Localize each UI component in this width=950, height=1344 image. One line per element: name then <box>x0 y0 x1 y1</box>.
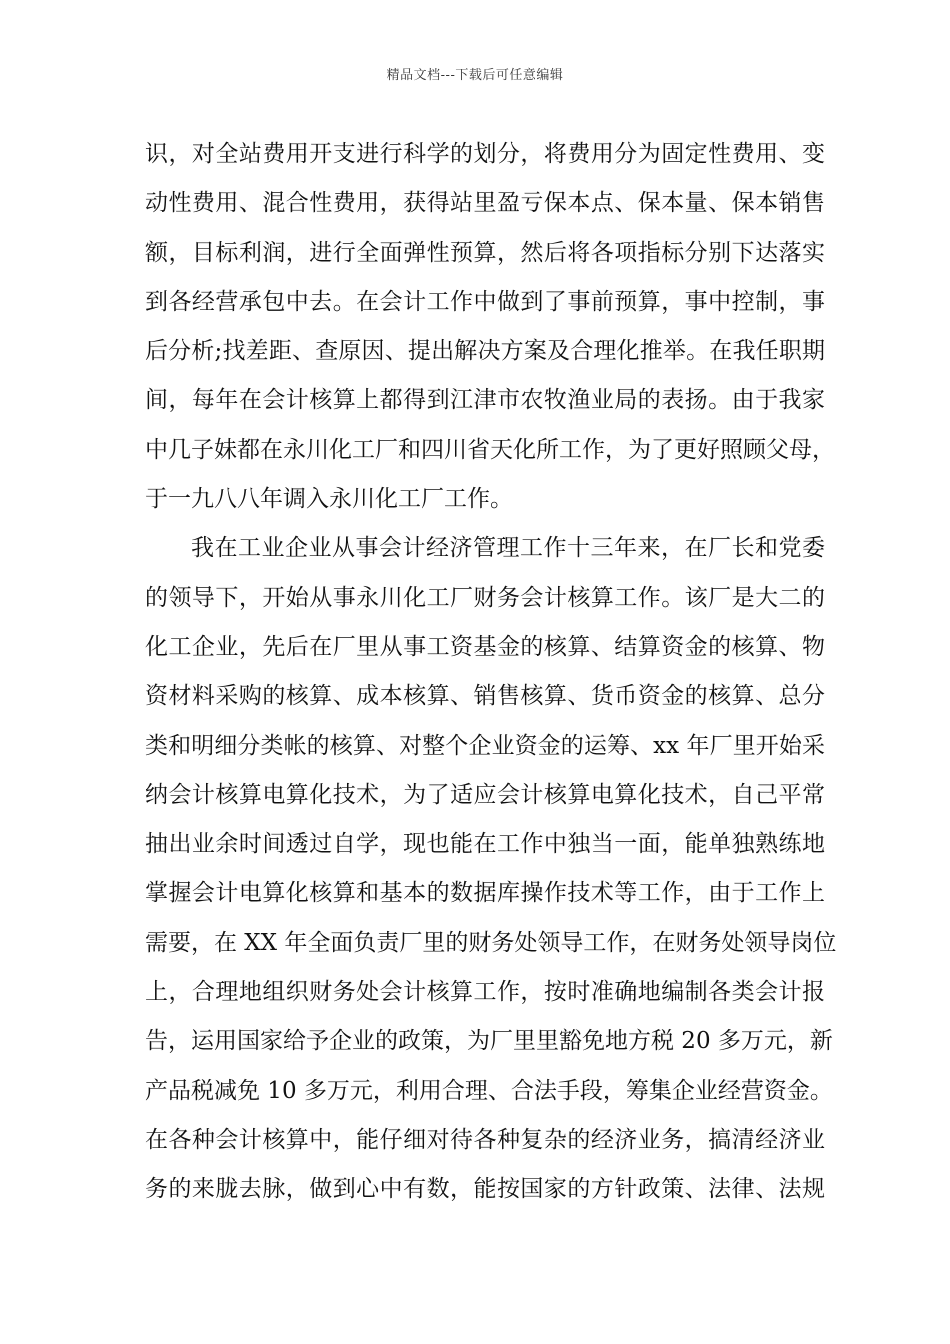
text-line: 抽出业余时间透过自学，现也能在工作中独当一面，能单独熟练地 <box>145 831 825 858</box>
text-line: 间，每年在会计核算上都得到江津市农牧渔业局的表扬。由于我家 <box>145 387 825 414</box>
text-line: 于一九八八年调入永川化工厂工作。 <box>145 486 513 513</box>
page-header: 精品文档---下载后可任意编辑 <box>386 68 564 83</box>
paragraph <box>145 524 837 1214</box>
text-line: 产品税减免 10 多万元，利用合理、合法手段，筹集企业经营资金。 <box>145 1077 833 1104</box>
text-line: 我在工业企业从事会计经济管理工作十三年来，在厂长和党委 <box>191 535 825 562</box>
text-line: 掌握会计电算化核算和基本的数据库操作技术等工作，由于工作上 <box>145 880 825 907</box>
document-body <box>145 130 837 1215</box>
text-line: 到各经营承包中去。在会计工作中做到了事前预算，事中控制，事 <box>145 288 825 315</box>
paragraph <box>145 130 835 524</box>
text-line: 上，合理地组织财务处会计核算工作，按时准确地编制各类会计报 <box>145 979 825 1006</box>
text-line: 资材料采购的核算、成本核算、销售核算、货币资金的核算、总分 <box>145 683 825 710</box>
text-line: 务的来胧去脉，做到心中有数，能按国家的方针政策、法律、法规 <box>145 1176 825 1203</box>
text-line: 动性费用、混合性费用，获得站里盈亏保本点、保本量、保本销售 <box>145 190 825 217</box>
text-line: 化工企业，先后在厂里从事工资基金的核算、结算资金的核算、物 <box>145 633 825 660</box>
text-line: 后分析;找差距、查原因、提出解决方案及合理化推举。在我任职期 <box>145 338 825 365</box>
text-line: 告，运用国家给予企业的政策，为厂里里豁免地方税 20 多万元，新 <box>145 1028 833 1055</box>
text-line: 需要，在 XX 年全面负责厂里的财务处领导工作，在财务处领导岗位 <box>145 929 837 956</box>
text-line: 额，目标利润，进行全面弹性预算，然后将各项指标分别下达落实 <box>145 239 825 266</box>
text-line: 类和明细分类帐的核算、对整个企业资金的运筹、xx 年厂里开始采 <box>145 732 825 759</box>
text-line: 的领导下，开始从事永川化工厂财务会计核算工作。该厂是大二的 <box>145 584 825 611</box>
text-line: 识，对全站费用开支进行科学的划分，将费用分为固定性费用、变 <box>145 141 825 167</box>
text-line: 中几子妹都在永川化工厂和四川省天化所工作，为了更好照顾父母， <box>145 436 835 463</box>
text-line: 纳会计核算电算化技术，为了适应会计核算电算化技术，自己平常 <box>145 781 825 808</box>
text-line: 在各种会计核算中，能仔细对待各种复杂的经济业务，搞清经济业 <box>145 1126 825 1153</box>
